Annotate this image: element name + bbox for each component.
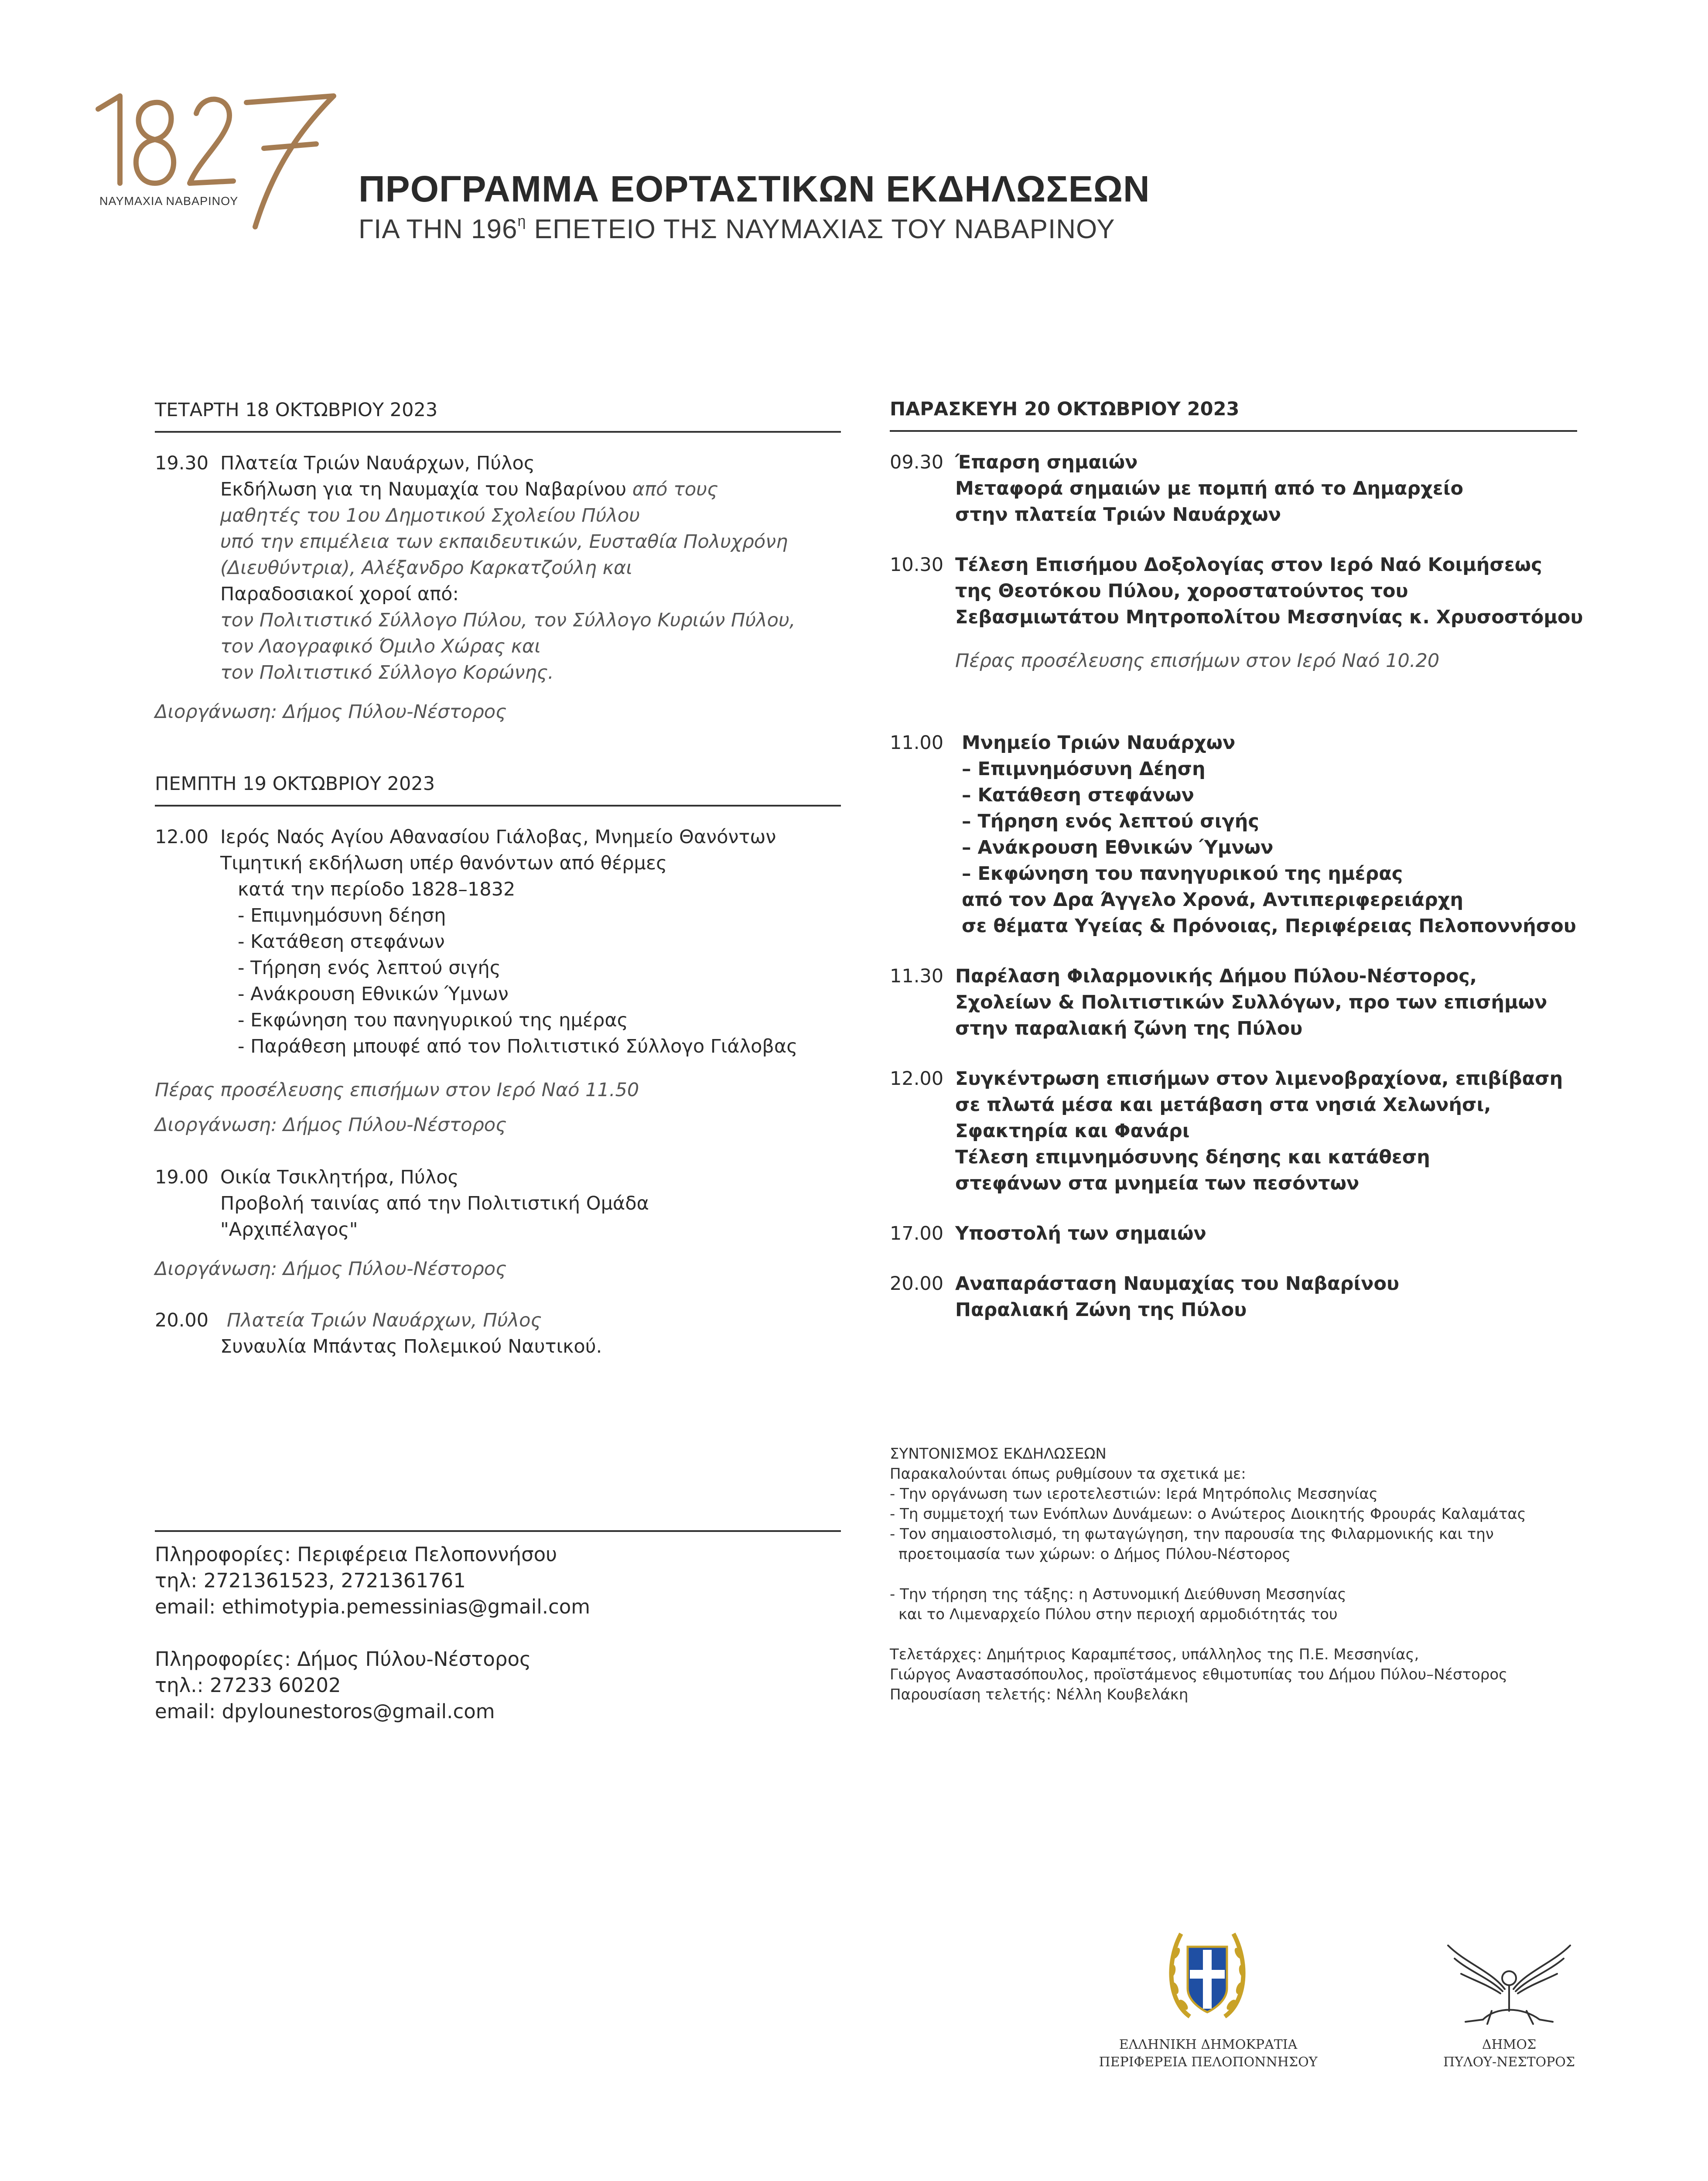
greek-republic-emblem: [1164, 1923, 1251, 2027]
page-subtitle: ΓΙΑ ΤΗΝ $196^\eta$ ΕΠΕΤΕΙΟ ΤΗΣ ΝΑΥΜΑΧΙΑΣ ΤΟΥ ΝΑΒΑΡΙΝΟΥ: [359, 213, 1115, 244]
event-line: - Κατάθεση στεφάνων: [238, 931, 445, 953]
event-line: Ιερός Ναός Αγίου Αθανασίου Γιάλοβας, Μνημείο Θανόντων: [220, 826, 776, 848]
arrival-note: Πέρας προσέλευσης επισήμων στον Ιερό Ναό 10.20: [955, 650, 1440, 672]
day-heading-thursday: ΠΕΜΠΤΗ 19 ΟΚΤΩΒΡΙΟΥ 2023: [155, 771, 841, 807]
event-fri-1700: [890, 1220, 1577, 1247]
organizer-note: Διοργάνωση: Δήμος Πύλου-Νέστορος: [155, 701, 507, 723]
coordination-block: [890, 1444, 1526, 1705]
event-line: σε θέματα Υγείας & Πρόνοιας, Περιφέρειας Πελοποννήσου: [962, 915, 1576, 937]
event-line: κατά την περίοδο 1828–1832: [238, 879, 516, 900]
event-line: στεφάνων στα μνημεία των πεσόντων: [955, 1173, 1360, 1194]
event-line: Παραδοσιακοί χοροί από:: [220, 583, 459, 605]
event-fri-1200: [890, 1066, 1577, 1196]
event-line: Αναπαράσταση Ναυμαχίας του Ναβαρίνου: [955, 1273, 1400, 1295]
coord-line: - Τη συμμετοχή των Ενόπλων Δυνάμεων: ο Ανώτερος Διοικητής Φρουράς Καλαμάτας: [890, 1505, 1526, 1523]
event-time: 20.00: [155, 1309, 209, 1331]
coord-line: - Τον σημαιοστολισμό, τη φωταγώγηση, την παρουσία της Φιλαρμονικής και την: [890, 1525, 1494, 1543]
info-line: Πληροφορίες: Δήμος Πύλου-Νέστορος: [155, 1648, 531, 1671]
left-column: [155, 397, 841, 1373]
event-line: Παρέλαση Φιλαρμονικής Δήμου Πύλου-Νέστορος,: [955, 965, 1477, 987]
info-phone: τηλ: 2721361523, 2721361761: [155, 1569, 466, 1592]
coord-line: Γιώργος Αναστασόπουλος, προϊστάμενος εθιμοτυπίας του Δήμου Πύλου–Νέστορος: [890, 1666, 1508, 1683]
page-title: ΠΡΟΓΡΑΜΜΑ ΕΟΡΤΑΣΤΙΚΩΝ ΕΚΔΗΛΩΣΕΩΝ: [359, 168, 1150, 209]
event-line: Μεταφορά σημαιών με πομπή από το Δημαρχείο: [955, 478, 1464, 499]
event-time: 12.00: [890, 1068, 944, 1090]
event-line: Τέλεση Επισήμου Δοξολογίας στον Ιερό Ναό Κοιμήσεως: [955, 554, 1542, 576]
event-line: από τον Δρα Άγγελο Χρονά, Αντιπεριφερειάρχη: [962, 889, 1463, 911]
event-line: υπό την επιμέλεια των εκπαιδευτικών, Ευσταθία Πολυχρόνη: [220, 531, 788, 553]
event-fri-0930: [890, 449, 1577, 528]
event-line: - Ανάκρουση Εθνικών Ύμνων: [238, 983, 509, 1005]
coord-line: Παρουσίαση τελετής: Νέλλη Κουβελάκη: [890, 1686, 1189, 1703]
event-time: 17.00: [890, 1223, 944, 1244]
event-line: Σφακτηρία και Φανάρι: [955, 1120, 1190, 1142]
coord-line: ΣΥΝΤΟΝΙΣΜΟΣ ΕΚΔΗΛΩΣΕΩΝ: [890, 1445, 1107, 1463]
municipality-emblem-icon: [1439, 1937, 1579, 2033]
event-line: - Επιμνημόσυνη δέηση: [238, 905, 446, 926]
coord-line: - Την οργάνωση των ιεροτελεστιών: Ιερά Μητρόπολις Μεσσηνίας: [890, 1485, 1378, 1503]
coord-line: Τελετάρχες: Δημήτριος Καραμπέτσος, υπάλληλος της Π.Ε. Μεσσηνίας,: [890, 1646, 1419, 1663]
event-line: τον Πολιτιστικό Σύλλογο Πύλου, τον Σύλλογο Κυριών Πύλου,: [220, 609, 796, 631]
event-thu-2000: [155, 1307, 841, 1360]
info-email[interactable]: email: dpylounestoros@gmail.com: [155, 1700, 495, 1723]
logo-caption: ΝΑΥΜΑΧΙΑ ΝΑΒΑΡΙΝΟΥ: [99, 195, 239, 208]
event-line: – Ανάκρουση Εθνικών Ύμνων: [962, 837, 1274, 858]
logo-1827: [89, 83, 351, 240]
event-time: 20.00: [890, 1273, 944, 1295]
event-line: Τέλεση επιμνημόσυνης δέησης και κατάθεση: [955, 1146, 1430, 1168]
event-line: – Εκφώνηση του πανηγυρικού της ημέρας: [962, 863, 1403, 885]
event-time: 19.30: [155, 452, 209, 474]
event-thu-1900: [155, 1164, 841, 1243]
coord-line: - Την τήρηση της τάξης: η Αστυνομική Διεύθυνση Μεσσηνίας: [890, 1586, 1346, 1603]
info-email[interactable]: email: ethimotypia.pemessinias@gmail.com: [155, 1595, 591, 1618]
event-line: - Παράθεση μπουφέ από τον Πολιτιστικό Σύλλογο Γιάλοβας: [238, 1036, 798, 1057]
event-line: Συναυλία Μπάντας Πολεμικού Ναυτικού.: [220, 1336, 602, 1357]
event-line: Εκδήλωση για τη Ναυμαχία του Ναβαρίνου από τους: [220, 479, 718, 500]
organizer-note: Διοργάνωση: Δήμος Πύλου-Νέστορος: [155, 1114, 507, 1136]
event-line: τον Λαογραφικό Όμιλο Χώρας και: [220, 636, 541, 657]
event-line: – Κατάθεση στεφάνων: [962, 784, 1194, 806]
event-time: 19.00: [155, 1166, 209, 1188]
event-line: Συγκέντρωση επισήμων στον λιμενοβραχίονα, επιβίβαση: [955, 1068, 1563, 1090]
day-heading-friday: ΠΑΡΑΣΚΕΥΗ 20 ΟΚΤΩΒΡΙΟΥ 2023: [890, 396, 1577, 432]
event-time: 10.30: [890, 554, 944, 576]
event-line: – Επιμνημόσυνη Δέηση: [962, 758, 1206, 780]
event-time: 11.00: [890, 732, 944, 754]
event-line: Παραλιακή Ζώνη της Πύλου: [955, 1299, 1247, 1321]
event-line: Τιμητική εκδήλωση υπέρ θανόντων από θέρμες: [220, 852, 667, 874]
contact-info: [155, 1530, 841, 1725]
event-line: – Τήρηση ενός λεπτού σιγής: [962, 810, 1259, 832]
info-line: Πληροφορίες: Περιφέρεια Πελοποννήσου: [155, 1543, 557, 1566]
event-time: 09.30: [890, 451, 944, 473]
day-heading-wednesday: ΤΕΤΑΡΤΗ 18 ΟΚΤΩΒΡΙΟΥ 2023: [155, 397, 841, 433]
event-fri-1130: [890, 963, 1577, 1042]
event-line: - Τήρηση ενός λεπτού σιγής: [238, 957, 501, 979]
event-line: της Θεοτόκου Πύλου, χοροστατούντος του: [955, 580, 1408, 602]
greek-republic-caption: ΕΛΛΗΝΙΚΗ ΔΗΜΟΚΡΑΤΙΑ ΠΕΡΙΦΕΡΕΙΑ ΠΕΛΟΠΟΝΝΗΣΟΥ: [1099, 2037, 1318, 2070]
info-phone: τηλ.: 27233 60202: [155, 1674, 341, 1697]
event-line: - Εκφώνηση του πανηγυρικού της ημέρας: [238, 1009, 628, 1031]
coord-line: προετοιμασία των χώρων: ο Δήμος Πύλου-Νέστορος: [898, 1545, 1291, 1563]
right-column: [890, 396, 1583, 1336]
event-fri-1100: [890, 730, 1577, 939]
event-thu-1200: [155, 824, 841, 1060]
event-line: μαθητές του 1ου Δημοτικού Σχολείου Πύλου: [220, 505, 640, 526]
event-line: τον Πολιτιστικό Σύλλογο Κορώνης.: [220, 662, 554, 684]
event-line: "Αρχιπέλαγος": [220, 1219, 358, 1241]
event-time: 12.00: [155, 826, 209, 848]
event-line: Έπαρση σημαιών: [955, 451, 1138, 473]
event-fri-2000: [890, 1271, 1577, 1323]
event-line: Σχολείων & Πολιτιστικών Συλλόγων, προ των επισήμων: [955, 991, 1547, 1013]
event-line: στην πλατεία Τριών Ναυάρχων: [955, 504, 1281, 526]
event-time: 11.30: [890, 965, 944, 987]
event-line: Πλατεία Τριών Ναυάρχων, Πύλος: [220, 452, 535, 474]
coord-line: Παρακαλούνται όπως ρυθμίσουν τα σχετικά με:: [890, 1465, 1246, 1483]
event-line: στην παραλιακή ζώνη της Πύλου: [955, 1018, 1303, 1039]
event-line: Μνημείο Τριών Ναυάρχων: [962, 732, 1236, 754]
event-line: Προβολή ταινίας από την Πολιτιστική Ομάδα: [220, 1193, 649, 1214]
event-line: (Διευθύντρια), Αλέξανδρο Καρκατζούλη και: [220, 557, 632, 579]
arrival-note: Πέρας προσέλευσης επισήμων στον Ιερό Ναό 11.50: [155, 1079, 639, 1101]
event-line: Πλατεία Τριών Ναυάρχων, Πύλος: [227, 1309, 542, 1331]
municipality-caption: ΔΗΜΟΣ ΠΥΛΟΥ-ΝΕΣΤΟΡΟΣ: [1443, 2037, 1575, 2070]
coord-line: και το Λιμεναρχείο Πύλου στην περιοχή αρμοδιότητάς του: [898, 1606, 1338, 1623]
event-wed-1930: [155, 450, 841, 686]
event-line: Υποστολή των σημαιών: [955, 1223, 1206, 1244]
event-line: Σεβασμιωτάτου Μητροπολίτου Μεσσηνίας κ. Χρυσοστόμου: [955, 606, 1583, 628]
event-line: σε πλωτά μέσα και μετάβαση στα νησιά Χελωνήσι,: [955, 1094, 1491, 1116]
organizer-note: Διοργάνωση: Δήμος Πύλου-Νέστορος: [155, 1258, 507, 1280]
event-line: Οικία Τσικλητήρα, Πύλος: [220, 1166, 459, 1188]
event-fri-1030: [890, 552, 1583, 630]
